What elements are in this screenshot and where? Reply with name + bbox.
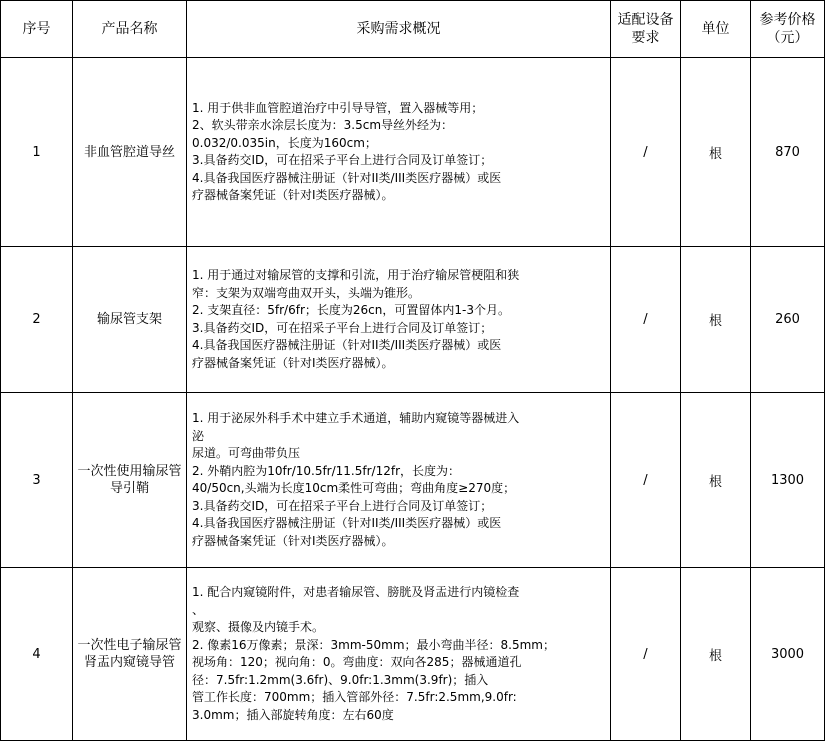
table-row — [1, 393, 825, 568]
requirement-line: 1. 配合内窥镜附件，对患者输尿管、膀胱及肾盂进行内镜检查 — [192, 585, 520, 599]
requirement-line: 泌 — [192, 428, 205, 443]
row-product-name: 非血管腔道导丝 — [73, 58, 187, 247]
header-unit: 单位 — [681, 1, 751, 58]
requirement-line: 2、软头带亲水涂层长度为：3.5cm导丝外经为： — [192, 118, 454, 132]
requirement-line: 2. 像素16万像素；景深：3mm-50mm；最小弯曲半径：8.5mm； — [192, 637, 555, 652]
requirement-line: 1. 用于供非血管腔道治疗中引导导管，置入器械等用； — [192, 100, 484, 115]
requirement-line: 视场角：120；视向角：0。弯曲度：双向各285；器械通道孔 — [192, 655, 522, 669]
row-requirements — [187, 393, 611, 568]
header-device-requirement: 适配设备 要求 — [611, 1, 681, 58]
row-device-requirement: / — [611, 393, 681, 568]
row-device-requirement: / — [611, 568, 681, 741]
requirement-line: 4.具备我国医疗器械注册证（针对II类/III类医疗器械）或医 — [192, 170, 502, 185]
row-product-name: 输尿管支架 — [73, 247, 187, 393]
requirement-line: 3.0mm；插入部旋转角度：左右60度 — [192, 707, 394, 722]
row-index: 3 — [1, 393, 73, 568]
requirement-line: 观察、摄像及内镜手术。 — [192, 620, 325, 634]
requirement-line: 疗器械备案凭证（针对I类医疗器械）。 — [192, 355, 394, 370]
requirement-line: 3.具备药交ID，可在招采子平台上进行合同及订单签订； — [192, 498, 493, 513]
row-device-requirement: / — [611, 58, 681, 247]
table-row — [1, 58, 825, 247]
table-row — [1, 568, 825, 741]
requirement-line: 1. 用于泌尿外科手术中建立手术通道，辅助内窥镜等器械进入 — [192, 411, 520, 425]
row-unit: 根 — [681, 568, 751, 741]
row-unit: 根 — [681, 247, 751, 393]
row-price: 1300 — [751, 393, 825, 568]
row-product-name: 一次性使用输尿管导引鞘 — [73, 393, 187, 568]
requirement-line: 3.具备药交ID，可在招采子平台上进行合同及订单签订； — [192, 153, 493, 167]
table-row — [1, 247, 825, 393]
requirement-line: 4.具备我国医疗器械注册证（针对II类/III类医疗器械）或医 — [192, 338, 502, 352]
requirement-line: 4.具备我国医疗器械注册证（针对II类/III类医疗器械）或医 — [192, 516, 502, 530]
requirement-line: 疗器械备案凭证（针对I类医疗器械）。 — [192, 188, 394, 202]
requirement-line: 、 — [192, 602, 205, 617]
requirement-line: 窄：支架为双端弯曲双开头，头端为锥形。 — [192, 285, 421, 300]
requirement-line: 管工作长度：700mm；插入管部外径：7.5fr:2.5mm,9.0fr: — [192, 690, 517, 704]
row-device-requirement: / — [611, 247, 681, 393]
row-requirements — [187, 247, 611, 393]
row-index: 4 — [1, 568, 73, 741]
row-price: 260 — [751, 247, 825, 393]
requirement-line: 尿道。可弯曲带负压 — [192, 446, 301, 460]
row-requirements — [187, 568, 611, 741]
row-index: 2 — [1, 247, 73, 393]
requirement-line: 径：7.5fr:1.2mm(3.6fr)、9.0fr:1.3mm(3.9fr)；插入 — [192, 672, 489, 687]
header-product-name: 产品名称 — [73, 1, 187, 58]
requirement-line: 2. 支架直径：5fr/6fr；长度为26cn，可置留体内1-3个月。 — [192, 303, 510, 317]
requirement-line: 疗器械备案凭证（针对I类医疗器械）。 — [192, 533, 394, 548]
row-index: 1 — [1, 58, 73, 247]
header-index: 序号 — [1, 1, 73, 58]
row-price: 3000 — [751, 568, 825, 741]
header-requirements: 采购需求概况 — [187, 1, 611, 58]
row-unit: 根 — [681, 393, 751, 568]
row-price: 870 — [751, 58, 825, 247]
requirement-line: 3.具备药交ID，可在招采子平台上进行合同及订单签订； — [192, 320, 493, 335]
header-row — [1, 1, 825, 58]
requirement-line: 40/50cn,头端为长度10cm柔性可弯曲；弯曲角度≥270度； — [192, 481, 516, 495]
row-requirements — [187, 58, 611, 247]
requirement-line: 0.032/0.035in，长度为160cm； — [192, 135, 377, 150]
header-price: 参考价格 （元） — [751, 1, 825, 58]
row-unit: 根 — [681, 58, 751, 247]
row-product-name: 一次性电子输尿管肾盂内窥镜导管 — [73, 568, 187, 741]
requirement-line: 1. 用于通过对输尿管的支撑和引流，用于治疗输尿管梗阻和狭 — [192, 268, 520, 282]
requirement-line: 2. 外鞘内腔为10fr/10.5fr/11.5fr/12fr，长度为： — [192, 463, 461, 478]
